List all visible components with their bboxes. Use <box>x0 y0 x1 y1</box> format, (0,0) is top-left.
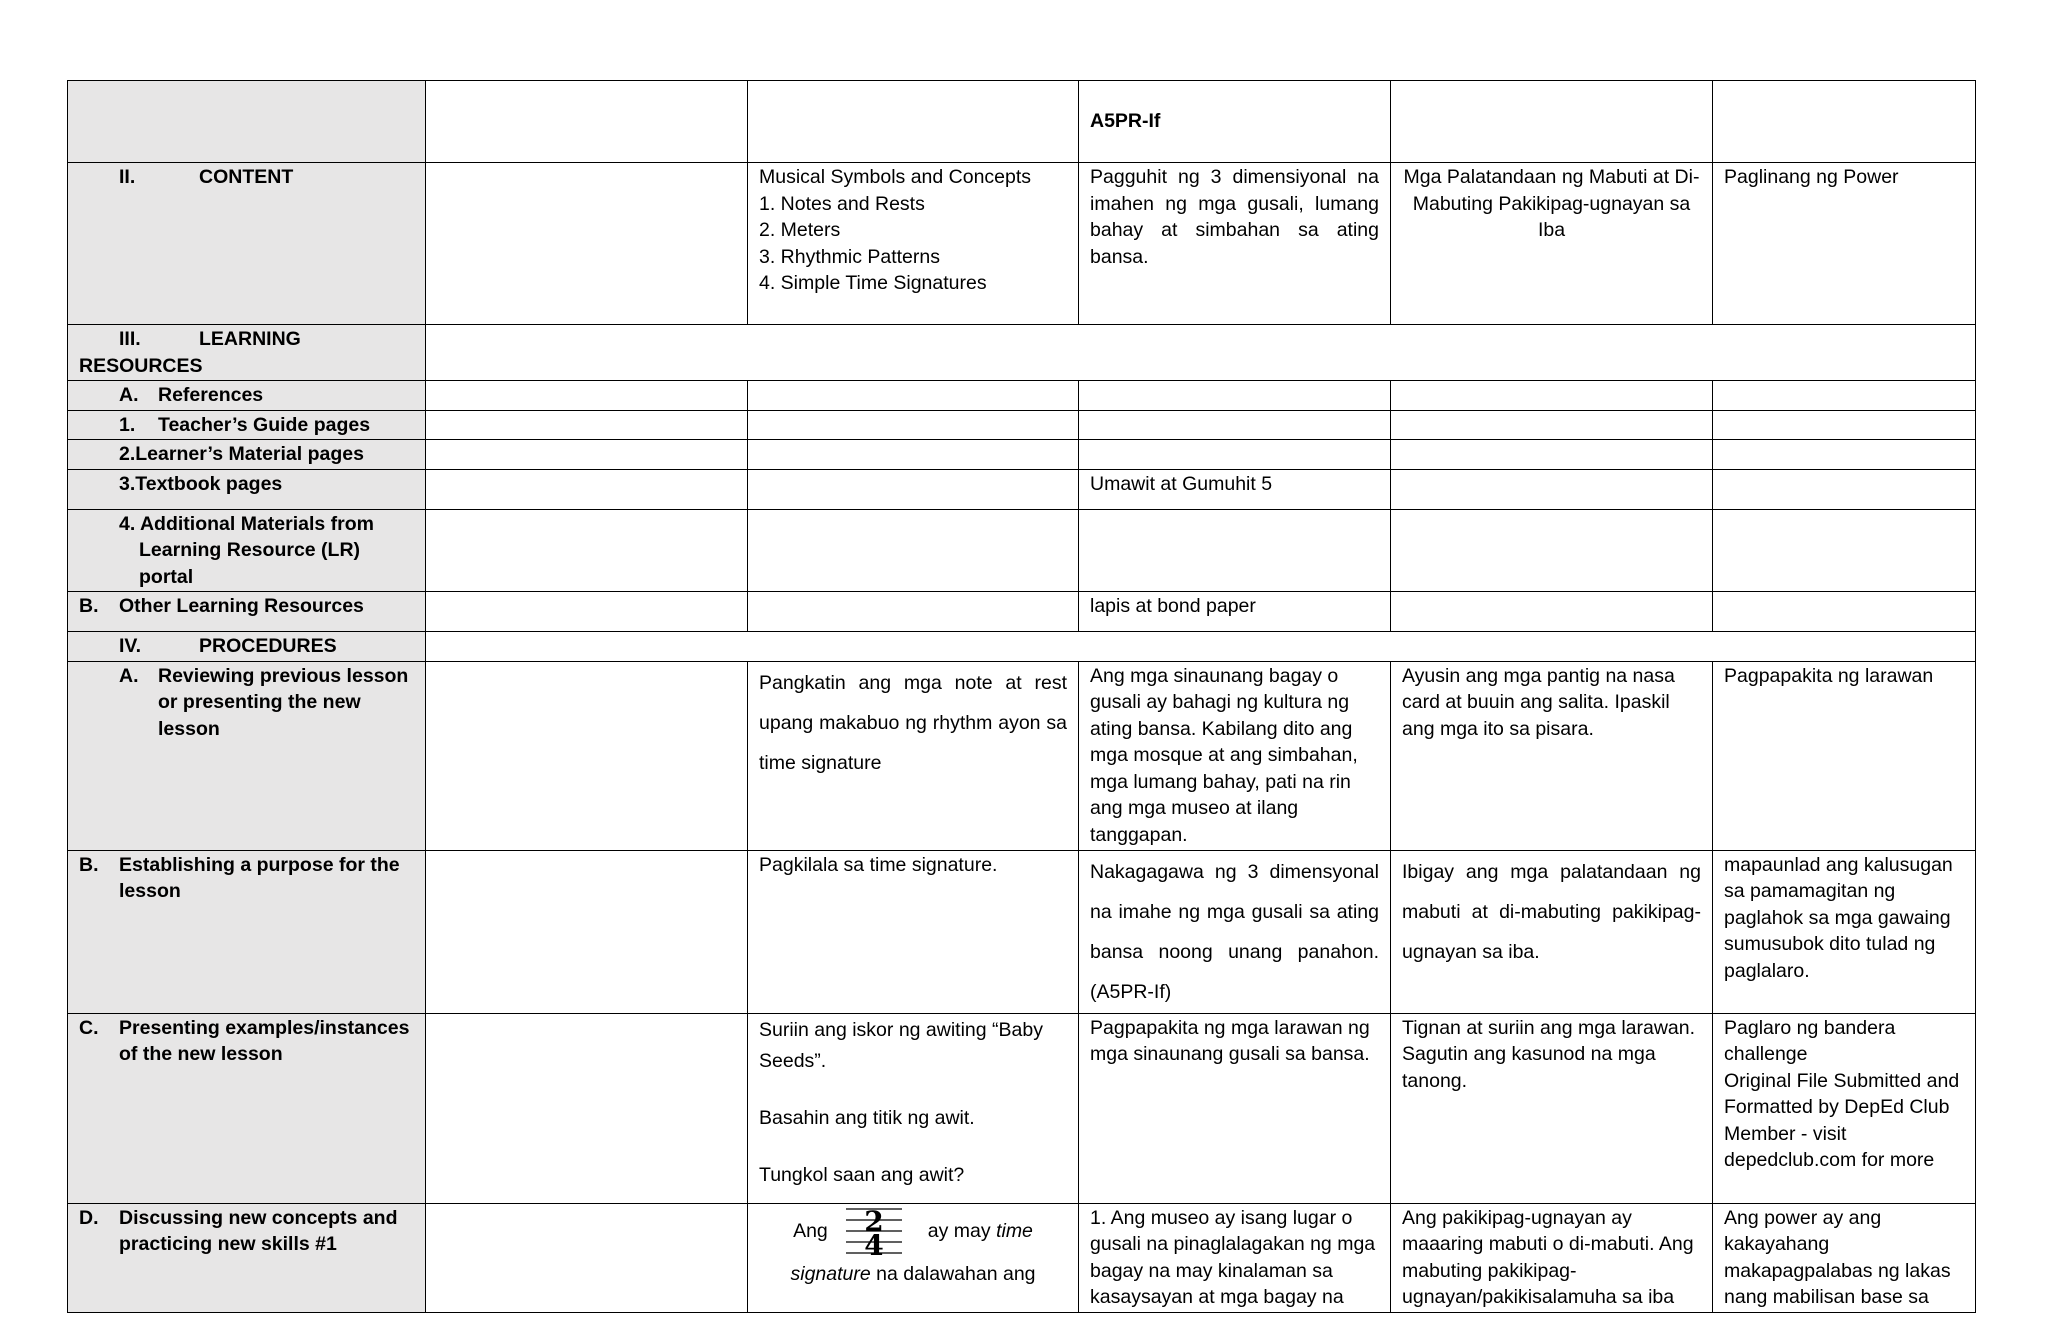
procedure-b-health: Ibigay ang mga palatandaan ng mabuti at di-mabuting pakikipag-ugnayan sa iba. <box>1391 850 1713 1013</box>
table-row <box>68 850 1976 1013</box>
table-row <box>68 592 1976 632</box>
cell <box>426 592 748 632</box>
item-number: 2. <box>119 443 136 465</box>
cell <box>426 509 748 592</box>
cell <box>1713 440 1976 470</box>
cell <box>748 509 1079 592</box>
other-resources-arts: lapis at bond paper <box>1079 592 1391 632</box>
cell <box>426 381 748 411</box>
content-line: 2. Meters <box>759 219 841 241</box>
procedure-c-music <box>748 1013 1079 1203</box>
section-number: IV. <box>119 635 142 657</box>
item-text: Teacher’s Guide pages <box>158 413 371 436</box>
item-text: Reviewing previous lesson or presenting the new lesson <box>158 664 409 740</box>
cell <box>1079 410 1391 440</box>
table-row <box>68 381 1976 411</box>
item-text: Discussing new concepts and practicing new skills #1 <box>119 1206 398 1255</box>
cell <box>1391 81 1713 163</box>
content-line: 3. Rhythmic Patterns <box>759 245 940 268</box>
table-row <box>68 163 1976 325</box>
table-row <box>68 325 1976 381</box>
paragraph: Suriin ang iskor ng awiting “Baby Seeds”. <box>759 1018 1043 1072</box>
text-fragment: Ang <box>793 1219 828 1242</box>
item-text: Learner’s Material pages <box>135 443 364 465</box>
content-line: Musical Symbols and Concepts <box>759 166 1032 188</box>
cell <box>1391 592 1713 632</box>
cell <box>1713 81 1976 163</box>
cell <box>748 381 1079 411</box>
cell <box>426 469 748 509</box>
content-arts: Pagguhit ng 3 dimensiyonal na imahen ng mga gusali, lumang bahay at simbahan sa ating bansa. <box>1079 163 1391 325</box>
procedure-d-music <box>748 1203 1079 1312</box>
time-signature-top: 2 <box>864 1204 884 1238</box>
procedure-c-arts: Pagpapakita ng mga larawan ng mga sinaunang gusali sa bansa. <box>1079 1013 1391 1203</box>
content-label <box>68 163 426 325</box>
item-text: Other Learning Resources <box>119 595 364 617</box>
references-label <box>68 381 426 411</box>
item-letter: C. <box>79 1016 99 1039</box>
text-fragment: time <box>996 1219 1033 1242</box>
other-resources-label <box>68 592 426 632</box>
table-row <box>68 440 1976 470</box>
lesson-log-table <box>67 80 1976 1313</box>
learners-material-label <box>68 440 426 470</box>
item-number: 3. <box>119 472 136 495</box>
cell <box>1713 469 1976 509</box>
procedure-c-health: Tignan at suriin ang mga larawan. Sagutin ang kasunod na mga tanong. <box>1391 1013 1713 1203</box>
cell <box>1391 410 1713 440</box>
item-letter: B. <box>79 595 99 617</box>
cell <box>426 440 748 470</box>
paragraph: Tungkol saan ang awit? <box>759 1163 965 1186</box>
procedure-b-pe: mapaunlad ang kalusugan sa pamamagitan ng paglahok sa mga gawaing sumusubok dito tulad ng paglalaro. <box>1713 850 1976 1013</box>
cell <box>426 850 748 1013</box>
cell <box>1391 469 1713 509</box>
textbook-arts: Umawit at Gumuhit 5 <box>1079 469 1391 509</box>
item-letter: D. <box>79 1206 99 1229</box>
item-text: Additional Materials from Learning Resource (LR) portal <box>139 512 374 588</box>
cell <box>426 163 748 325</box>
text-fragment: signature <box>790 1262 871 1285</box>
cell <box>426 81 748 163</box>
item-text: Establishing a purpose for the lesson <box>119 853 400 902</box>
section-number: III. <box>119 328 141 350</box>
cell <box>1713 509 1976 592</box>
table-row <box>68 509 1976 592</box>
table-row <box>68 661 1976 850</box>
text-fragment: ay may <box>927 1219 991 1242</box>
teachers-guide-label <box>68 410 426 440</box>
paragraph: Original File Submitted and Formatted by DepEd Club Member - visit depedclub.com for more <box>1724 1069 1960 1171</box>
cell <box>1079 440 1391 470</box>
item-number: 4. <box>119 512 136 535</box>
item-number: 1. <box>119 413 136 436</box>
paragraph: Paglaro ng bandera challenge <box>1724 1016 1896 1065</box>
content-pe: Paglinang ng Power <box>1713 163 1976 325</box>
cell <box>748 469 1079 509</box>
procedure-d-arts: 1. Ang museo ay isang lugar o gusali na pinaglalagakan ng mga bagay na may kinalaman sa kasaysayan at mga bagay na <box>1079 1203 1391 1312</box>
learning-resources-label <box>68 325 426 381</box>
cell <box>426 1203 748 1312</box>
item-letter: A. <box>119 664 139 687</box>
section-title: PROCEDURES <box>199 635 337 657</box>
procedure-b-label <box>68 850 426 1013</box>
cell <box>426 632 1976 662</box>
table-row <box>68 410 1976 440</box>
cell <box>1079 381 1391 411</box>
cell <box>1391 440 1713 470</box>
item-text: Presenting examples/instances of the new lesson <box>119 1016 410 1065</box>
section-title: LEARNING RESOURCES <box>79 328 301 377</box>
table-row <box>68 1013 1976 1203</box>
procedures-label <box>68 632 426 662</box>
procedure-b-arts: Nakagagawa ng 3 dimensyonal na imahe ng mga gusali sa ating bansa noong unang panahon. (A5PR-If) <box>1079 850 1391 1013</box>
procedure-d-health: Ang pakikipag-ugnayan ay maaaring mabuti o di-mabuti. Ang mabuting pakikipag-ugnayan/pakikisalamuha sa iba <box>1391 1203 1713 1312</box>
additional-materials-label <box>68 509 426 592</box>
content-line: 1. Notes and Rests <box>759 192 925 215</box>
textbook-label <box>68 469 426 509</box>
cell <box>748 440 1079 470</box>
cell <box>1713 381 1976 411</box>
cell <box>426 410 748 440</box>
table-row <box>68 1203 1976 1312</box>
cell <box>1391 509 1713 592</box>
content-line: 4. Simple Time Signatures <box>759 272 987 294</box>
cell <box>748 592 1079 632</box>
procedure-d-label <box>68 1203 426 1312</box>
label-cell <box>68 81 426 163</box>
item-text: References <box>158 384 264 406</box>
cell <box>426 1013 748 1203</box>
cell <box>748 81 1079 163</box>
table-row <box>68 81 1976 163</box>
cell <box>1079 81 1391 163</box>
item-text: Textbook pages <box>135 472 283 495</box>
content-health: Mga Palatandaan ng Mabuti at Di-Mabuting Pakikipag-ugnayan sa Iba <box>1391 163 1713 325</box>
procedure-a-health: Ayusin ang mga pantig na nasa card at buuin ang salita. Ipaskil ang mga ito sa pisara. <box>1391 661 1713 850</box>
procedure-a-music: Pangkatin ang mga note at rest upang makabuo ng rhythm ayon sa time signature <box>748 661 1079 850</box>
procedure-c-pe <box>1713 1013 1976 1203</box>
text-fragment: na dalawahan ang <box>876 1262 1036 1285</box>
cell <box>1713 592 1976 632</box>
time-signature-bottom: 4 <box>864 1228 884 1261</box>
section-number: II. <box>119 166 136 188</box>
time-signature-icon <box>842 1203 906 1261</box>
item-letter: A. <box>119 384 139 406</box>
item-letter: B. <box>79 853 99 876</box>
cell <box>426 661 748 850</box>
procedure-a-pe: Pagpapakita ng larawan <box>1713 661 1976 850</box>
cell <box>748 410 1079 440</box>
procedure-b-music: Pagkilala sa time signature. <box>748 850 1079 1013</box>
section-title: CONTENT <box>199 166 294 188</box>
cell <box>1079 509 1391 592</box>
procedure-a-arts: Ang mga sinaunang bagay o gusali ay bahagi ng kultura ng ating bansa. Kabilang dito ang mga mosque at ang simbahan, mga lumang bahay, pati na rin ang mga museo at ilang tanggapan. <box>1079 661 1391 850</box>
paragraph: Basahin ang titik ng awit. <box>759 1106 975 1129</box>
table-row <box>68 632 1976 662</box>
cell <box>1391 381 1713 411</box>
procedure-a-label <box>68 661 426 850</box>
cell <box>1713 410 1976 440</box>
competency-code: A5PR-If <box>1090 110 1161 133</box>
procedure-c-label <box>68 1013 426 1203</box>
table-row <box>68 469 1976 509</box>
content-music <box>748 163 1079 325</box>
procedure-d-pe: Ang power ay ang kakayahang makapagpalabas ng lakas nang mabilisan base sa <box>1713 1203 1976 1312</box>
cell <box>426 325 1976 381</box>
